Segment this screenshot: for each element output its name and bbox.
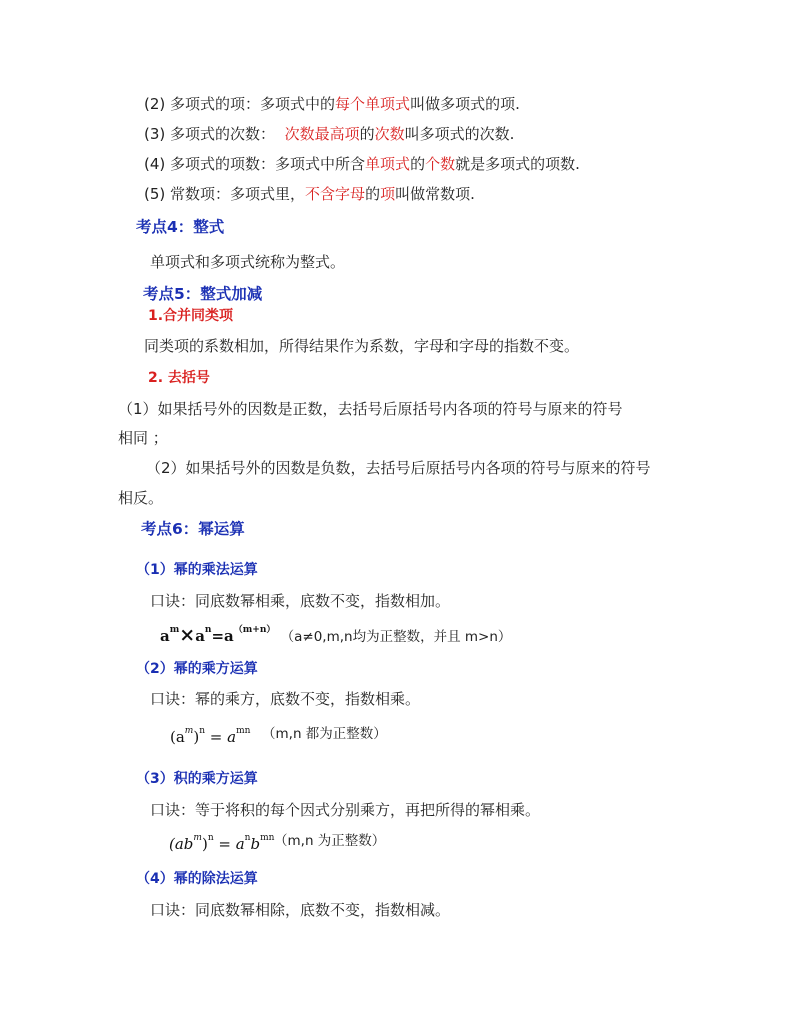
highlight-text: 次数最高项: [284, 125, 360, 143]
kd5-p1b: 相同 ；: [118, 429, 168, 447]
item-text: 的: [410, 155, 426, 173]
kd5-p1a: （1）如果括号外的因数是正数，去括号后原括号内各项的符号与原来的符号: [118, 400, 623, 418]
item-text: 的: [365, 185, 381, 203]
item-text: 叫多项式的次数.: [404, 125, 515, 143]
highlight-text: 个数: [425, 155, 456, 173]
highlight-text: 项: [380, 185, 396, 203]
item-num: (4): [144, 155, 166, 173]
kd5-p2b: 相反。: [118, 489, 164, 507]
item-text: 多项式的项：多项式中的: [170, 95, 336, 113]
kd5-sub2-title: 2. 去括号: [148, 370, 210, 386]
s2-formula-note: （m,n 都为正整数）: [262, 726, 387, 742]
item-text: 常数项：多项式里，: [170, 185, 306, 203]
item-text: 叫做多项式的项.: [410, 95, 520, 113]
kd6-title: 考点6：幂运算: [141, 520, 245, 538]
kd5-sub1-title: 1.合并同类项: [148, 308, 234, 324]
s3-formula-note: （m,n 为正整数）: [274, 833, 386, 849]
item-text: 的: [359, 125, 375, 143]
kd5-sub1-body: 同类项的系数相加，所得结果作为系数，字母和字母的指数不变。: [144, 337, 580, 355]
s1-formula: $a^m\times a^n=a^{(m+n)}$ （a≠0,m,n均为正整数，并且 m>n）: [160, 624, 512, 646]
kd4-body: 单项式和多项式统称为整式。: [150, 253, 346, 271]
highlight-text: 每个单项式: [335, 95, 411, 113]
s3-formula: $(ab^m)^n = a^nb^{mn}$: [169, 833, 275, 853]
item-text: 多项式的项数：多项式中所含: [170, 155, 366, 173]
s1-formula-note: （a≠0,m,n均为正整数，并且 m>n）: [280, 629, 512, 645]
s1-rule: 口诀：同底数幂相乘，底数不变，指数相加。: [150, 592, 451, 610]
item-3: [144, 124, 514, 144]
item-4: [144, 154, 580, 174]
item-text: 叫做常数项.: [395, 185, 475, 203]
highlight-text: 单项式: [365, 155, 411, 173]
item-2: [144, 94, 520, 114]
item-text: 多项式的次数：: [170, 125, 276, 143]
s2-title: （2）幂的乘方运算: [136, 661, 258, 677]
s4-rule: 口诀：同底数幂相除，底数不变，指数相减。: [150, 901, 451, 919]
kd5-title: 考点5：整式加减: [143, 285, 263, 303]
item-5: [144, 184, 475, 204]
s2-formula: $(a^m)^n = a^{mn}$: [170, 726, 251, 746]
item-num: (3): [144, 125, 166, 143]
highlight-text: 不含字母: [305, 185, 366, 203]
kd4-title: 考点4：整式: [136, 218, 225, 236]
s3-title: （3）积的乘方运算: [136, 771, 258, 787]
s2-rule: 口诀：幂的乘方，底数不变，指数相乘。: [150, 690, 421, 708]
item-num: (5): [144, 185, 166, 203]
highlight-text: 次数: [374, 125, 405, 143]
kd5-p2a: （2）如果括号外的因数是负数，去括号后原括号内各项的符号与原来的符号: [146, 459, 651, 477]
s4-title: （4）幂的除法运算: [136, 871, 258, 887]
s1-title: （1）幂的乘法运算: [136, 562, 258, 578]
s3-rule: 口诀：等于将积的每个因式分别乘方，再把所得的幂相乘。: [150, 801, 541, 819]
item-num: (2): [144, 95, 166, 113]
item-text: 就是多项式的项数.: [455, 155, 580, 173]
